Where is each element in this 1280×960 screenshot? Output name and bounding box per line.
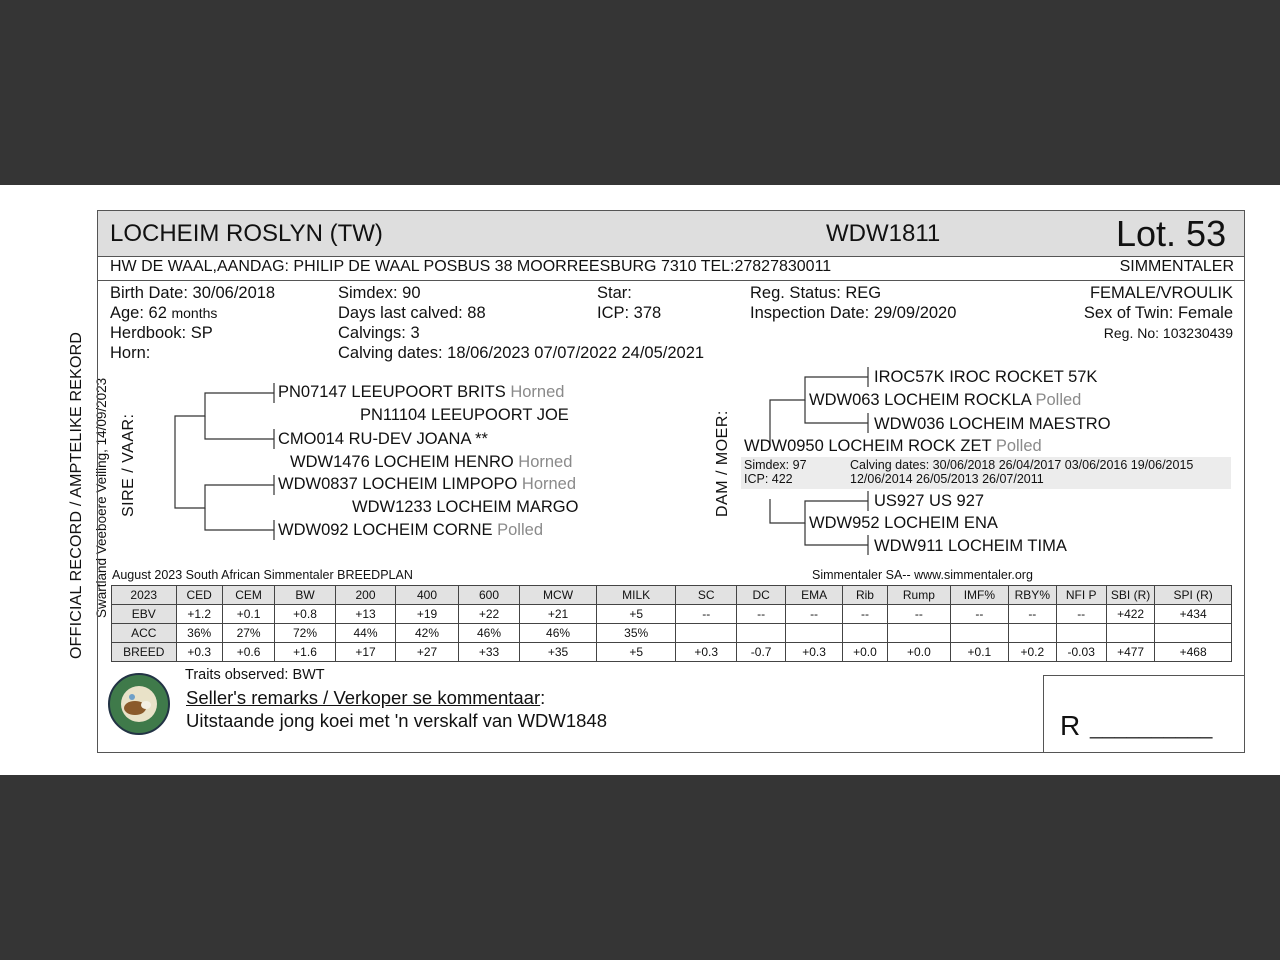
breedplan-header-cell: EMA: [786, 586, 842, 605]
breedplan-cell: --: [842, 605, 887, 624]
breedplan-cell: [888, 624, 951, 643]
breedplan-cell: +1.2: [176, 605, 222, 624]
birth-date: Birth Date: 30/06/2018: [110, 284, 276, 302]
breedplan-header-row: [112, 586, 1232, 605]
breedplan-row: [112, 643, 1232, 662]
breedplan-cell: +0.1: [950, 643, 1008, 662]
star: Star:: [597, 284, 632, 302]
dam-calving-dates: Calving dates: 30/06/2018 26/04/2017 03/06/2016 19/06/2015: [850, 458, 1194, 472]
breedplan-cell: +0.0: [842, 643, 887, 662]
calvings: Calvings: 3: [338, 324, 420, 342]
breedplan-cell: -0.7: [736, 643, 785, 662]
sire-sire: PN11104 LEEUPOORT JOE: [360, 406, 569, 424]
simdex: Simdex: 90: [338, 284, 421, 302]
sire-sire-dam: CMO014 RU-DEV JOANA **: [278, 430, 488, 448]
breedplan-row: [112, 605, 1232, 624]
dam: WDW0950 LOCHEIM ROCK ZET Polled: [744, 437, 1042, 455]
breed-label: SIMMENTALER: [1119, 258, 1234, 275]
remarks-text: Uitstaande jong koei met 'n verskalf van WDW1848: [186, 710, 608, 731]
breedplan-cell: +0.3: [676, 643, 736, 662]
breedplan-cell: --: [786, 605, 842, 624]
breedplan-cell: +0.2: [1009, 643, 1056, 662]
animal-name: LOCHEIM ROSLYN (TW): [110, 220, 383, 247]
breedplan-cell: +468: [1155, 643, 1232, 662]
reg-no: Reg. No: 103230439: [1103, 325, 1233, 341]
breedplan-cell: +0.3: [786, 643, 842, 662]
animal-id: WDW1811: [826, 220, 941, 247]
dam-label: DAM / MOER:: [714, 410, 731, 517]
breedplan-cell: [1056, 624, 1106, 643]
breedplan-cell: +0.1: [222, 605, 274, 624]
breedplan-cell: 46%: [520, 624, 597, 643]
breedplan-cell: [1009, 624, 1056, 643]
breedplan-header-cell: Rump: [888, 586, 951, 605]
breedplan-header-cell: BW: [275, 586, 335, 605]
breedplan-cell: +0.3: [176, 643, 222, 662]
breedplan-cell: +35: [520, 643, 597, 662]
breedplan-header-cell: SC: [676, 586, 736, 605]
breedplan-cell: +434: [1155, 605, 1232, 624]
breedplan-cell: 35%: [596, 624, 676, 643]
breedplan-header-cell: Rib: [842, 586, 887, 605]
dam-simdex: Simdex: 97: [744, 458, 807, 472]
dam-sire-dam: WDW036 LOCHEIM MAESTRO: [874, 415, 1111, 433]
age: Age: 62 months: [110, 304, 218, 322]
breedplan-cell: [676, 624, 736, 643]
breedplan-cell: +477: [1106, 643, 1154, 662]
breedplan-cell: --: [1056, 605, 1106, 624]
breedplan-table: [111, 585, 1232, 662]
breedplan-row: [112, 624, 1232, 643]
breedplan-header-cell: CED: [176, 586, 222, 605]
breedplan-cell: +0.6: [222, 643, 274, 662]
breedplan-header-cell: MCW: [520, 586, 597, 605]
breedplan-header-cell: SPI (R): [1155, 586, 1232, 605]
breedplan-header-cell: SBI (R): [1106, 586, 1154, 605]
catalogue-sheet: [0, 185, 1280, 775]
breedplan-cell: +22: [458, 605, 519, 624]
sire: WDW1476 LOCHEIM HENRO Horned: [290, 453, 573, 471]
price-blank[interactable]: __________: [1090, 714, 1213, 739]
remarks-heading: Seller's remarks / Verkoper se kommentaar:: [186, 687, 546, 708]
breedplan-header-cell: CEM: [222, 586, 274, 605]
icp: ICP: 378: [597, 304, 662, 322]
breedplan-cell: +1.6: [275, 643, 335, 662]
sire-dam-sire: WDW0837 LOCHEIM LIMPOPO Horned: [278, 475, 577, 493]
breedplan-cell: +17: [335, 643, 395, 662]
breedplan-cell: +0.0: [888, 643, 951, 662]
breedplan-cell: +5: [596, 605, 676, 624]
breedplan-cell: +0.8: [275, 605, 335, 624]
breedplan-row-label: ACC: [112, 624, 177, 643]
breedplan-cell: 27%: [222, 624, 274, 643]
breedplan-cell: 46%: [458, 624, 519, 643]
dam-calving-dates-2: 12/06/2014 26/05/2013 26/07/2011: [850, 472, 1044, 486]
inspection-date: Inspection Date: 29/09/2020: [750, 304, 957, 322]
dam-sire: WDW063 LOCHEIM ROCKLA Polled: [809, 391, 1082, 409]
breedplan-cell: [1106, 624, 1154, 643]
breedplan-cell: 36%: [176, 624, 222, 643]
sire-sire-sire: PN07147 LEEUPOORT BRITS Horned: [278, 383, 565, 401]
sire-dam: WDW1233 LOCHEIM MARGO: [352, 498, 579, 516]
sire-label: SIRE / VAAR:: [120, 413, 137, 517]
reg-status: Reg. Status: REG: [750, 284, 882, 302]
price-prefix: R: [1060, 710, 1081, 741]
dam-dam: WDW952 LOCHEIM ENA: [809, 514, 998, 532]
sex: FEMALE/VROULIK: [1089, 284, 1233, 302]
breedplan-cell: +13: [335, 605, 395, 624]
dam-dam-dam: WDW911 LOCHEIM TIMA: [874, 537, 1067, 555]
calving-dates: Calving dates: 18/06/2023 07/07/2022 24/05/2021: [338, 344, 705, 362]
breedplan-header-cell: RBY%: [1009, 586, 1056, 605]
card-header: [98, 211, 1244, 257]
horn-status: Horn:: [110, 344, 151, 362]
breedplan-cell: +422: [1106, 605, 1154, 624]
dam-stats: [741, 457, 1231, 489]
owner-row: [98, 256, 1244, 281]
breedplan-cell: 42%: [396, 624, 459, 643]
breedplan-header-cell: 200: [335, 586, 395, 605]
breedplan-cell: -0.03: [1056, 643, 1106, 662]
breedplan-cell: --: [950, 605, 1008, 624]
breedplan-cell: +27: [396, 643, 459, 662]
breedplan-cell: [842, 624, 887, 643]
breedplan-header-cell: 2023: [112, 586, 177, 605]
auction-venue-label: Swartland Veeboere Veiling, 14/09/2023: [94, 377, 109, 618]
breedplan-cell: --: [736, 605, 785, 624]
simmentaler-logo: [108, 673, 170, 735]
breedplan-header-cell: NFI P: [1056, 586, 1106, 605]
breedplan-cell: +33: [458, 643, 519, 662]
breedplan-row-label: BREED: [112, 643, 177, 662]
breedplan-header-cell: DC: [736, 586, 785, 605]
breedplan-cell: [736, 624, 785, 643]
breedplan-cell: [786, 624, 842, 643]
twin-sex: Sex of Twin: Female: [1083, 304, 1233, 322]
breedplan-cell: 44%: [335, 624, 395, 643]
breedplan-title: August 2023 South African Simmentaler BREEDPLAN: [112, 568, 413, 582]
dam-icp: ICP: 422: [744, 472, 793, 486]
breedplan-cell: --: [676, 605, 736, 624]
herdbook: Herdbook: SP: [110, 324, 213, 342]
breedplan-row-label: EBV: [112, 605, 177, 624]
breedplan-cell: --: [1009, 605, 1056, 624]
sire-dam-dam: WDW092 LOCHEIM CORNE Polled: [278, 521, 543, 539]
breedplan-header-cell: 400: [396, 586, 459, 605]
lot-number: Lot. 53: [1116, 213, 1227, 254]
days-last-calved: Days last calved: 88: [338, 304, 486, 322]
breedplan-header-cell: IMF%: [950, 586, 1008, 605]
traits-observed: Traits observed: BWT: [185, 667, 325, 683]
breedplan-header-cell: 600: [458, 586, 519, 605]
dam-sire-sire: IROC57K IROC ROCKET 57K: [874, 368, 1098, 386]
breedplan-cell: [1155, 624, 1232, 643]
price-box: [1043, 675, 1245, 753]
breedplan-cell: +19: [396, 605, 459, 624]
breedplan-source: Simmentaler SA-- www.simmentaler.org: [812, 568, 1033, 582]
official-record-label: OFFICIAL RECORD / AMPTELIKE REKORD: [68, 331, 85, 659]
breedplan-cell: 72%: [275, 624, 335, 643]
dam-dam-sire: US927 US 927: [874, 492, 985, 510]
owner-line: HW DE WAAL,AANDAG: PHILIP DE WAAL POSBUS 38 MOORREESBURG 7310 TEL:27827830011: [110, 258, 832, 275]
breedplan-header-cell: MILK: [596, 586, 676, 605]
breedplan-cell: +5: [596, 643, 676, 662]
breedplan-cell: --: [888, 605, 951, 624]
breedplan-cell: [950, 624, 1008, 643]
breedplan-cell: +21: [520, 605, 597, 624]
